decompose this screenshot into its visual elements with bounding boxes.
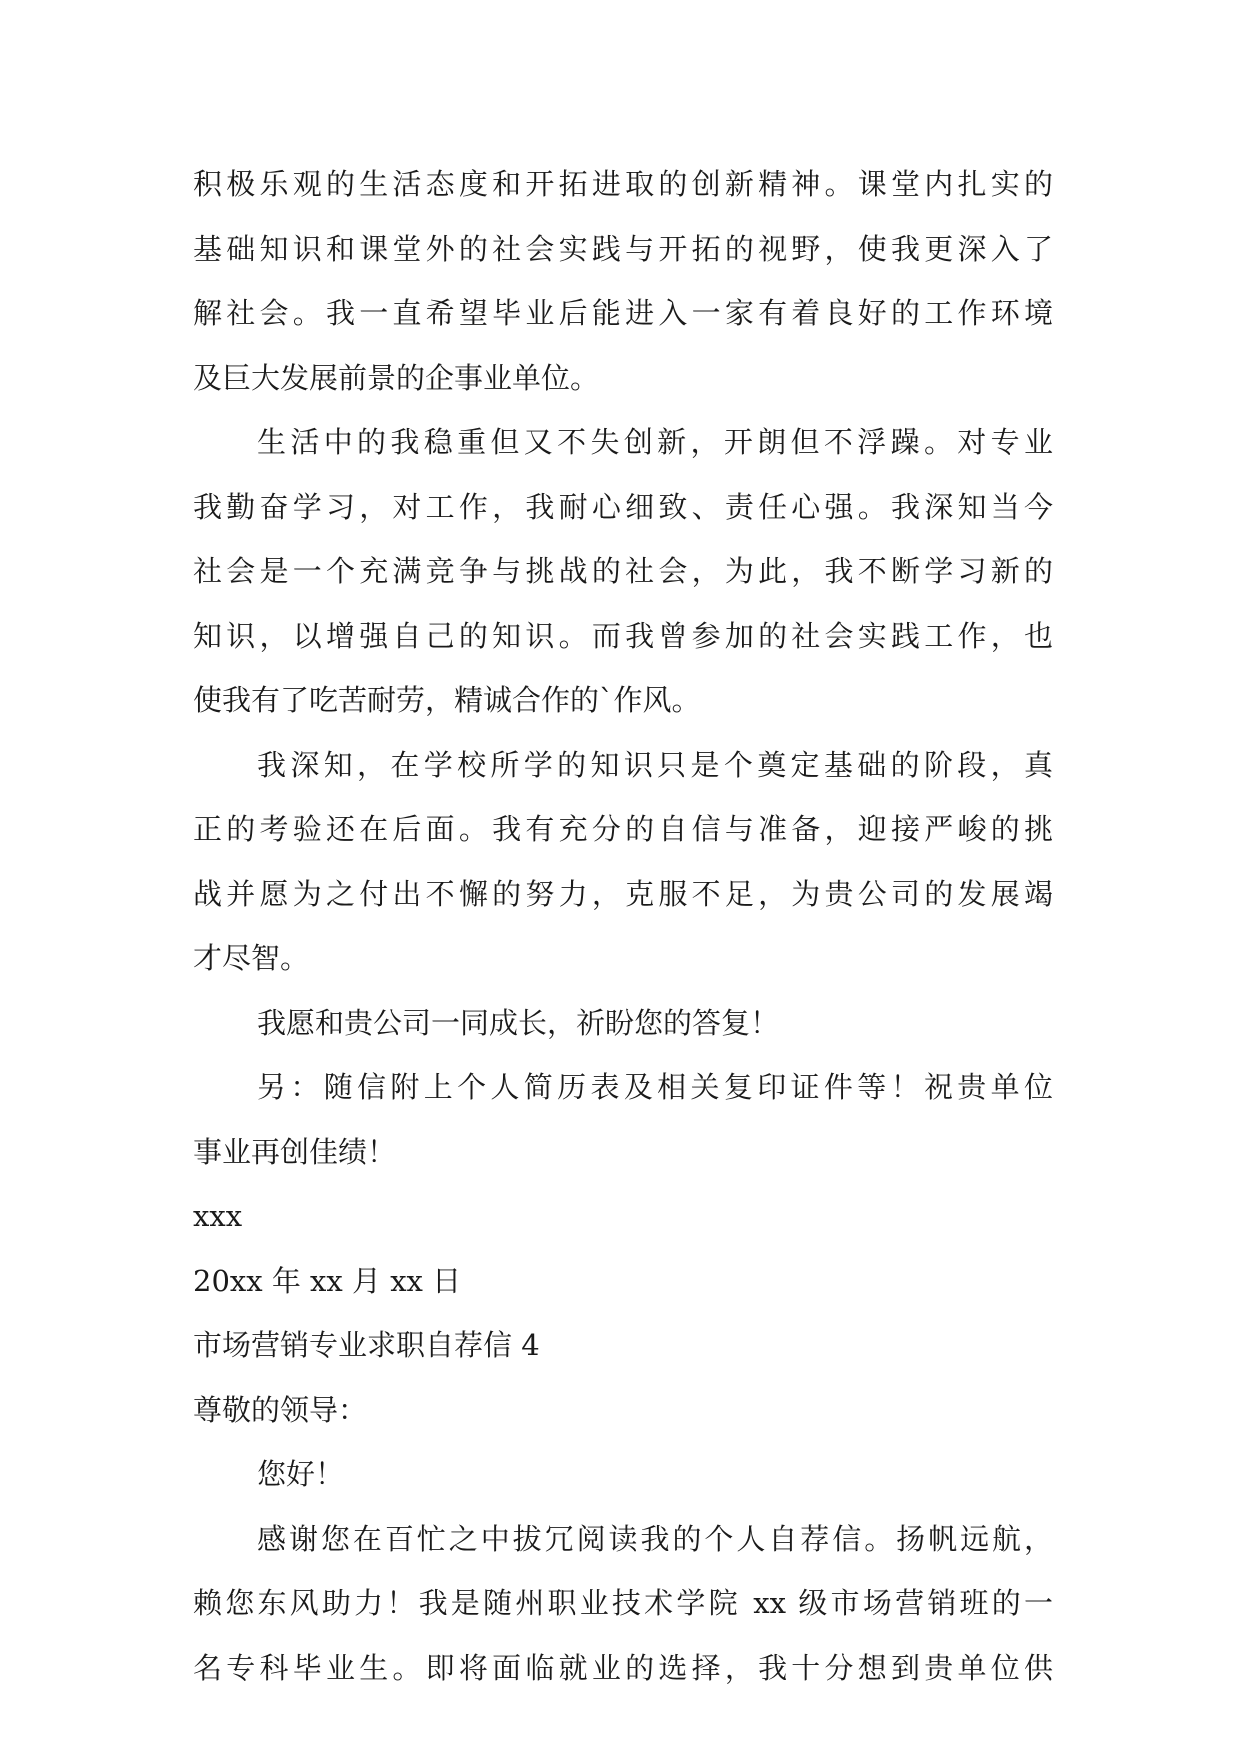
signature-name: xxx bbox=[193, 1199, 243, 1233]
body-line: 基础知识和课堂外的社会实践与开拓的视野，使我更深入了 bbox=[193, 231, 1053, 266]
signature-date: 20xx 年 xx 月 xx 日 bbox=[193, 1263, 462, 1298]
body-line: 知识，以增强自己的知识。而我曾参加的社会实践工作，也 bbox=[193, 618, 1053, 653]
greeting: 您好！ bbox=[257, 1457, 345, 1491]
paragraph-first-line: 另：随信附上个人简历表及相关复印证件等！祝贵单位 bbox=[257, 1070, 1053, 1104]
body-line: 事业再创佳绩！ bbox=[193, 1134, 397, 1169]
paragraph-first-line: 我愿和贵公司一同成长，祈盼您的答复！ bbox=[257, 1005, 780, 1040]
body-line: 积极乐观的生活态度和开拓进取的创新精神。课堂内扎实的 bbox=[193, 167, 1053, 201]
paragraph-first-line: 感谢您在百忙之中拔冗阅读我的个人自荐信。扬帆远航， bbox=[257, 1521, 1053, 1556]
letter-body bbox=[193, 152, 1053, 1700]
salutation: 尊敬的领导： bbox=[193, 1392, 368, 1427]
body-line: 才尽智。 bbox=[193, 941, 310, 975]
body-line: 我勤奋学习，对工作，我耐心细致、责任心强。我深知当今 bbox=[193, 489, 1053, 524]
paragraph-first-line: 我深知，在学校所学的知识只是个奠定基础的阶段，真 bbox=[257, 747, 1053, 782]
body-line: 名专科毕业生。即将面临就业的选择，我十分想到贵单位供 bbox=[193, 1650, 1053, 1685]
body-line: 解社会。我一直希望毕业后能进入一家有着良好的工作环境 bbox=[193, 296, 1053, 330]
body-line: 及巨大发展前景的企事业单位。 bbox=[193, 360, 600, 395]
paragraph-first-line: 生活中的我稳重但又不失创新，开朗但不浮躁。对专业 bbox=[257, 425, 1053, 459]
body-line: 正的考验还在后面。我有充分的自信与准备，迎接严峻的挑 bbox=[193, 812, 1053, 846]
body-line: 赖您东风助力！我是随州职业技术学院 xx 级市场营销班的一 bbox=[193, 1586, 1053, 1620]
body-line: 使我有了吃苦耐劳，精诚合作的`作风。 bbox=[193, 683, 701, 717]
body-line: 社会是一个充满竞争与挑战的社会，为此，我不断学习新的 bbox=[193, 554, 1053, 588]
section-heading: 市场营销专业求职自荐信 4 bbox=[193, 1328, 540, 1362]
body-line: 战并愿为之付出不懈的努力，克服不足，为贵公司的发展竭 bbox=[193, 876, 1053, 911]
